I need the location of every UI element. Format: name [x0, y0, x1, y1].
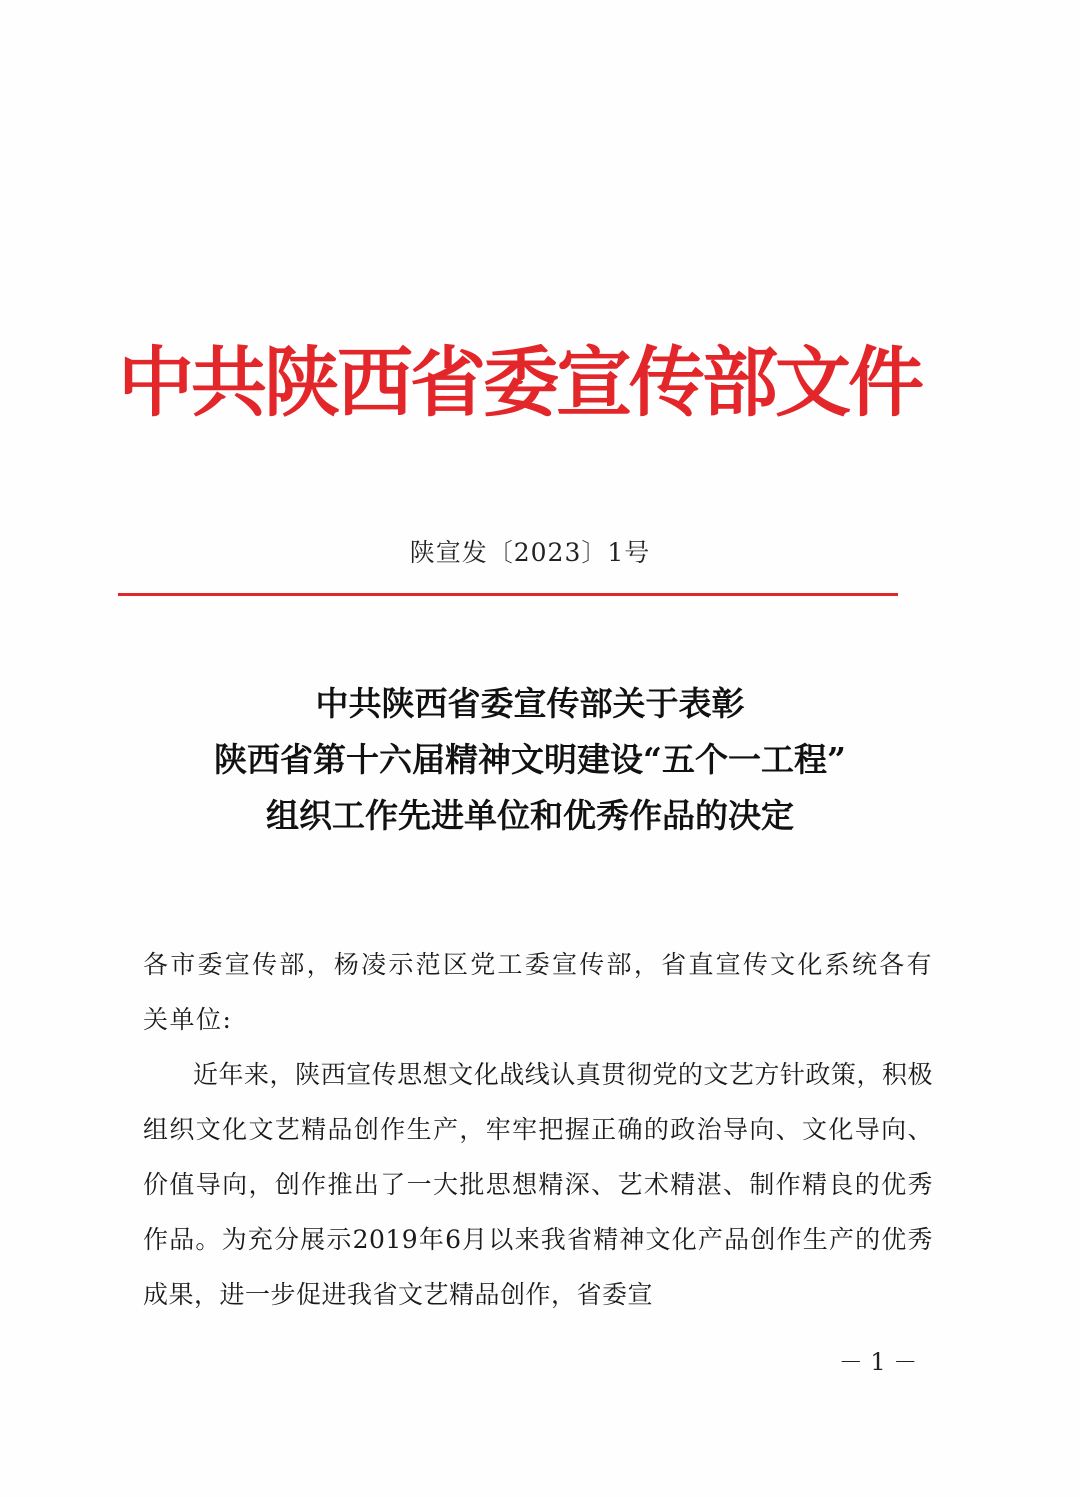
title-line-3: 组织工作先进单位和优秀作品的决定 — [266, 796, 794, 835]
document-title — [0, 676, 1080, 844]
masthead-title: 中共陕西省委宣传部文件 — [118, 338, 921, 427]
document-body — [143, 937, 933, 1322]
recipient-line: 各市委宣传部，杨凌示范区党工委宣传部，省直宣传文化系统各有关单位: — [143, 950, 933, 1034]
title-line-1: 中共陕西省委宣传部关于表彰 — [315, 684, 745, 723]
body-paragraph: 近年来，陕西宣传思想文化战线认真贯彻党的文艺方针政策，积极组织文化文艺精品创作生产，牢牢把握正确的政治导向、文化导向、价值导向，创作推出了一大批思想精深、艺术精湛、制作精良的优秀作品。为充分展示2019年6月以来我省精神文化产品创作生产的优秀成果，进一步促进我省文艺精品创作，省委宣 — [143, 1060, 933, 1309]
document-number: 陕宣发〔2023〕1号 — [409, 538, 651, 567]
page-number: － 1 － — [838, 1348, 918, 1376]
title-line-2: 陕西省第十六届精神文明建设“五个一工程” — [214, 740, 846, 779]
red-divider-line — [118, 593, 898, 596]
